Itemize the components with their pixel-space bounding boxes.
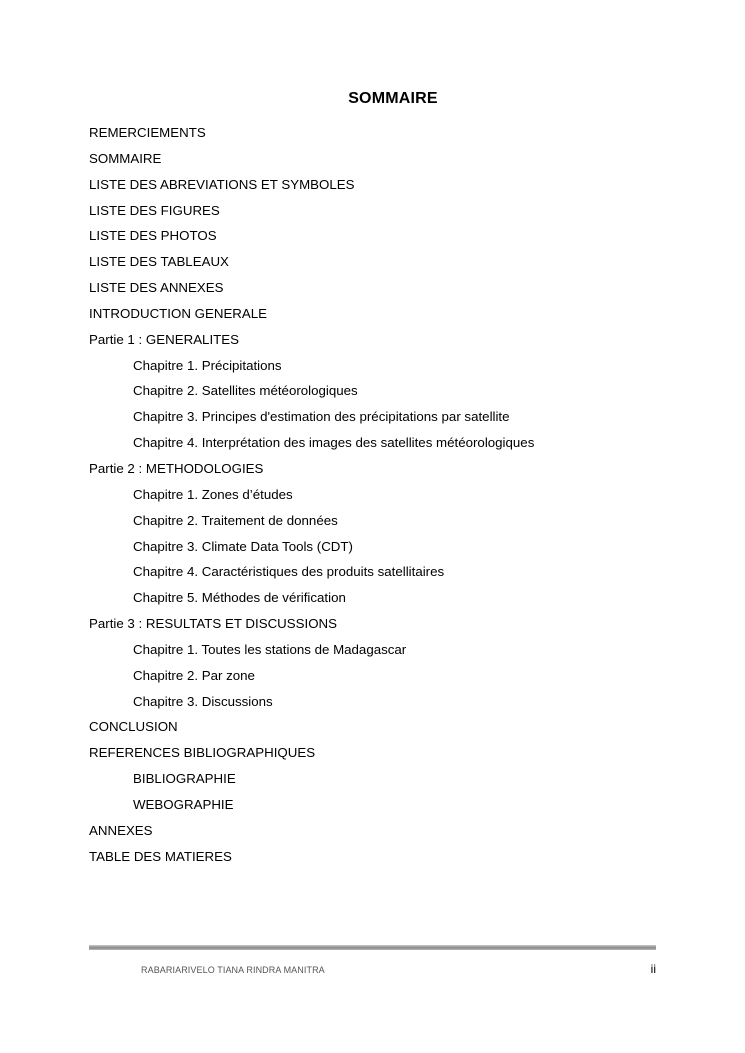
toc-section: LISTE DES PHOTOS (89, 228, 217, 244)
toc-subsection: Chapitre 3. Discussions (133, 693, 273, 709)
table-of-contents (89, 120, 669, 869)
toc-section: LISTE DES FIGURES (89, 202, 220, 218)
footer-divider (89, 945, 656, 950)
toc-subsection: Chapitre 5. Méthodes de vérification (133, 590, 346, 606)
toc-section: LISTE DES ANNEXES (89, 280, 224, 296)
toc-section: TABLE DES MATIERES (89, 848, 232, 864)
toc-section: SOMMAIRE (89, 150, 162, 166)
toc-subsection: Chapitre 2. Par zone (133, 667, 255, 683)
page-title: SOMMAIRE (348, 90, 438, 107)
toc-subsection: Chapitre 1. Zones d’études (133, 486, 293, 502)
toc-section: Partie 2 : METHODOLOGIES (89, 460, 264, 476)
page-number: ii (650, 962, 656, 976)
footer-author: RABARIARIVELO TIANA RINDRA MANITRA (141, 965, 325, 975)
toc-section: LISTE DES TABLEAUX (89, 254, 229, 270)
toc-subsection: WEBOGRAPHIE (133, 796, 234, 812)
toc-subsection: Chapitre 1. Précipitations (133, 357, 282, 373)
toc-section: LISTE DES ABREVIATIONS ET SYMBOLES (89, 176, 355, 192)
toc-section: Partie 3 : RESULTATS ET DISCUSSIONS (89, 616, 338, 632)
toc-subsection: Chapitre 2. Satellites météorologiques (133, 383, 358, 399)
toc-section: Partie 1 : GENERALITES (89, 331, 240, 347)
toc-section: INTRODUCTION GENERALE (89, 305, 268, 321)
toc-subsection: Chapitre 4. Interprétation des images des satellites météorologiques (133, 435, 535, 451)
toc-subsection: BIBLIOGRAPHIE (133, 771, 236, 787)
toc-subsection: Chapitre 4. Caractéristiques des produits satellitaires (133, 564, 445, 580)
toc-section: REMERCIEMENTS (89, 125, 206, 140)
toc-subsection: Chapitre 3. Climate Data Tools (CDT) (133, 538, 353, 554)
toc-subsection: Chapitre 1. Toutes les stations de Madagascar (133, 641, 407, 657)
toc-subsection: Chapitre 2. Traitement de données (133, 512, 338, 528)
toc-subsection: Chapitre 3. Principes d'estimation des précipitations par satellite (133, 409, 510, 425)
toc-section: REFERENCES BIBLIOGRAPHIQUES (89, 745, 316, 761)
toc-section: ANNEXES (89, 822, 153, 838)
toc-section: CONCLUSION (89, 719, 178, 735)
